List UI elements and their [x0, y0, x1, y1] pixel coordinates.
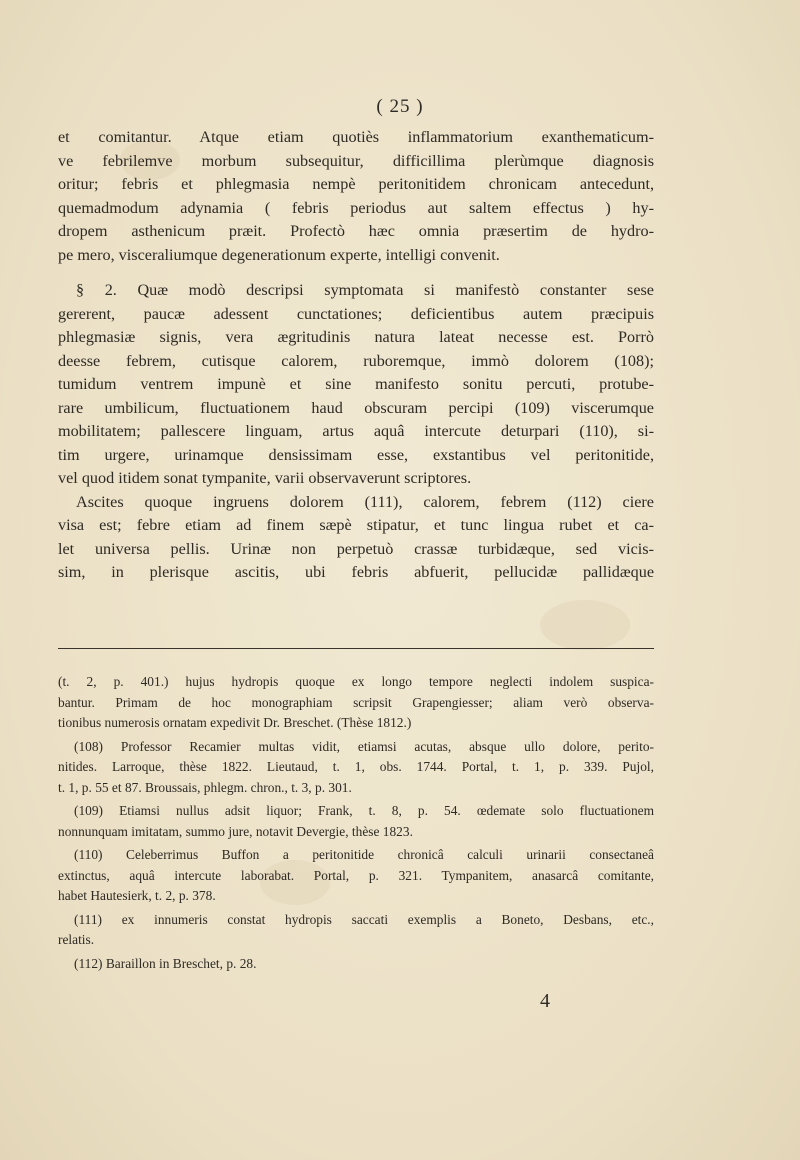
text-line: mobilitatem; pallescere linguam, artus aquâ intercute deturpari (110), si-	[58, 422, 654, 440]
paragraph-gap	[58, 267, 654, 279]
footnote-112	[58, 954, 654, 975]
text-line: et comitantur. Atque etiam quotiès inflammatorium exanthematicum-	[58, 128, 654, 146]
footnote-line: (110) Celeberrimus Buffon a peritonitide chronicâ calculi urinarii consectaneâ	[74, 847, 654, 862]
text-line: gererent, paucæ adessent cunctationes; deficientibus autem præcipuis	[58, 304, 654, 323]
text-line: ve febrilemve morbum subsequitur, difficillima plerùmque diagnosis	[58, 151, 654, 170]
footnote-109	[58, 801, 654, 842]
text-line: quemadmodum adynamia ( febris periodus aut saltem effectus ) hy-	[58, 198, 654, 217]
text-line: tim urgere, urinamque densissimam esse, exstantibus vel peritonitide,	[58, 445, 654, 464]
text-line: phlegmasiæ signis, vera ægritudinis natura lateat necesse est. Porrò	[58, 328, 654, 346]
footnote-line: nitides. Larroque, thèse 1822. Lieutaud, t. 1, obs. 1744. Portal, t. 1, p. 339. Pujol,	[58, 759, 654, 774]
text-line: oritur; febris et phlegmasia nempè peritonitidem chronicam antecedunt,	[58, 175, 654, 193]
text-line: sim, in plerisque ascitis, ubi febris abfuerit, pellucidæ pallidæque	[58, 563, 654, 581]
footnote-line: (111) ex innumeris constat hydropis saccati exemplis a Boneto, Desbans, etc.,	[74, 911, 654, 927]
footnote-line: tionibus numerosis ornatam expedivit Dr. Breschet. (Thèse 1812.)	[58, 715, 412, 730]
text-line: tumidum ventrem impunè et sine manifesto sonitu percuti, protube-	[58, 375, 654, 393]
text-line: Ascites quoque ingruens dolorem (111), calorem, febrem (112) ciere	[76, 492, 654, 511]
footnote-110	[58, 845, 654, 907]
signature-mark: 4	[540, 990, 550, 1012]
footnote-line: nonnunquam imitatam, summo jure, notavit Devergie, thèse 1823.	[58, 823, 413, 839]
footnote-line: (108) Professor Recamier multas vidit, etiamsi acutas, absque ullo dolore, perito-	[74, 738, 654, 754]
text-line: vel quod itidem sonat tympanite, varii observaverunt scriptores.	[58, 469, 472, 487]
footnote-line: extinctus, aquâ intercute laborabat. Portal, p. 321. Tympanitem, anasarcâ comitante,	[58, 867, 654, 883]
text-line: dropem asthenicum præit. Profectò hæc omnia præsertim de hydro-	[58, 222, 654, 240]
paper-stain	[540, 600, 630, 650]
footnote-111	[58, 910, 654, 951]
footnote-line: habet Hautesierk, t. 2, p. 378.	[58, 888, 216, 903]
text-line: deesse febrem, cutisque calorem, ruboremque, immò dolorem (108);	[58, 351, 654, 370]
footnote-line: (112) Baraillon in Breschet, p. 28.	[74, 955, 257, 971]
text-line: visa est; febre etiam ad finem sæpè stipatur, et tunc lingua rubet et ca-	[58, 516, 654, 534]
main-text	[58, 126, 654, 585]
footnote-line: bantur. Primam de hoc monographiam scripsit Grapengiesser; aliam verò observa-	[58, 694, 654, 710]
footnotes	[58, 672, 654, 974]
text-line: let universa pellis. Urinæ non perpetuò crassæ turbidæque, sed vicis-	[58, 539, 654, 558]
footnote-108	[58, 737, 654, 799]
footnote-continued	[58, 672, 654, 734]
text-line: § 2. Quæ modò descripsi symptomata si manifestò constanter sese	[76, 281, 654, 299]
text-line: pe mero, visceraliumque degenerationum experte, intelligi convenit.	[58, 245, 500, 264]
text-line: rare umbilicum, fluctuationem haud obscuram percipi (109) viscerumque	[58, 398, 654, 417]
footnote-rule	[58, 648, 654, 649]
page-number: ( 25 )	[376, 96, 424, 117]
footnote-line: t. 1, p. 55 et 87. Broussais, phlegm. chron., t. 3, p. 301.	[58, 779, 352, 795]
footnote-line: relatis.	[58, 932, 95, 947]
footnote-line: (t. 2, p. 401.) hujus hydropis quoque ex longo tempore neglecti indolem suspica-	[58, 674, 654, 689]
footnote-line: (109) Etiamsi nullus adsit liquor; Frank, t. 8, p. 54. œdemate solo fluctuationem	[74, 803, 654, 818]
